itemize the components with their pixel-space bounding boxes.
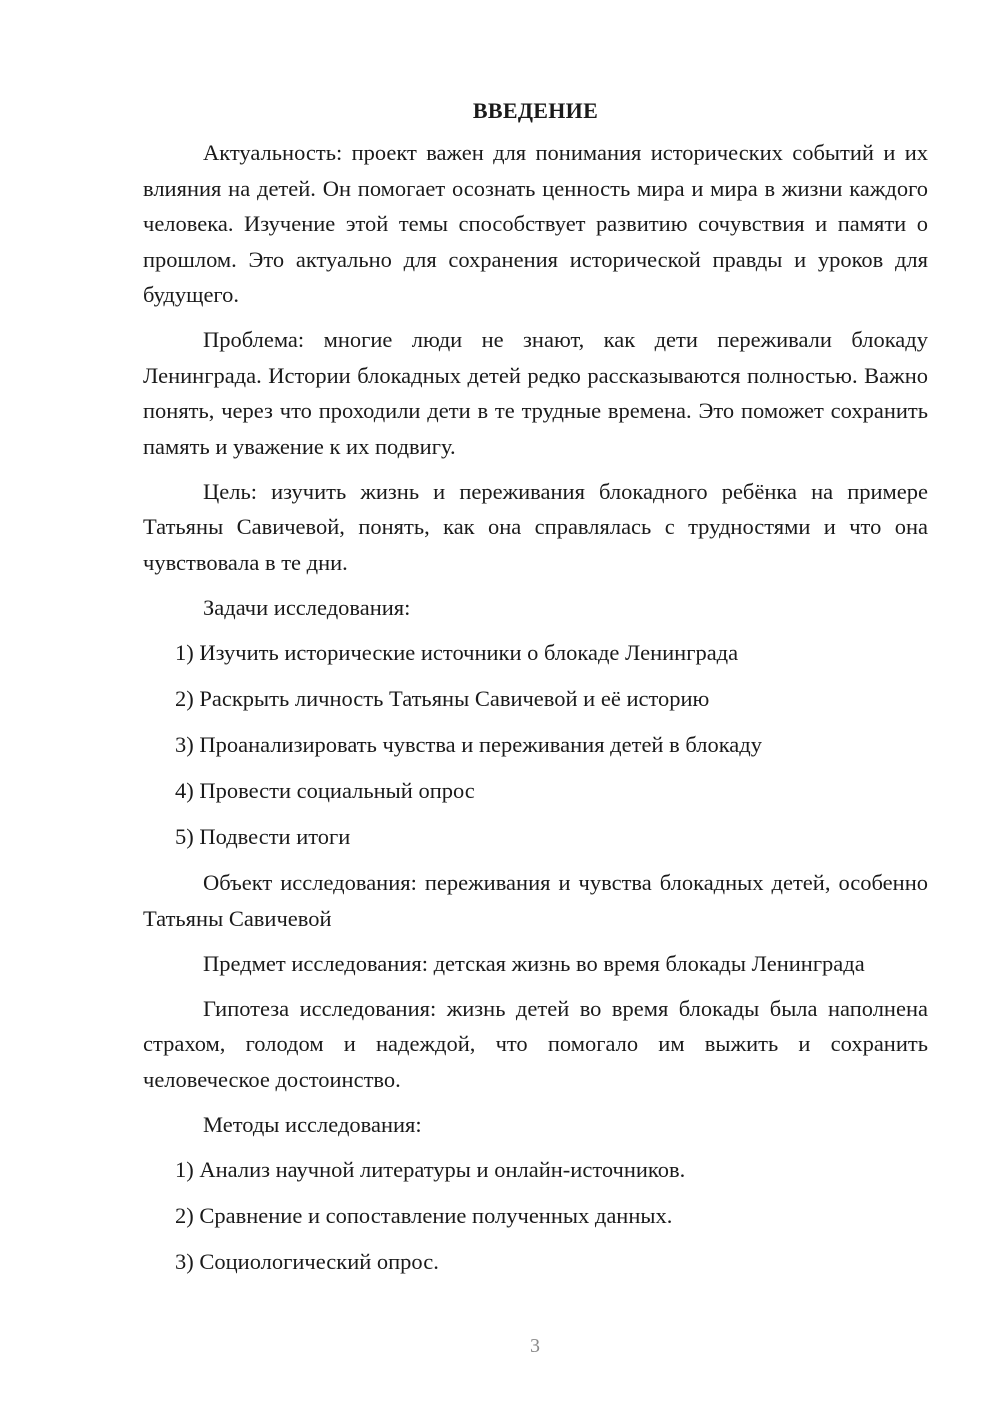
object-paragraph: Объект исследования: переживания и чувства блокадных детей, особенно Татьяны Савичевой bbox=[143, 870, 928, 931]
list-item: 1) Анализ научной литературы и онлайн-источников. bbox=[175, 1157, 686, 1182]
list-item: 4) Провести социальный опрос bbox=[175, 778, 475, 803]
list-item: 5) Подвести итоги bbox=[175, 824, 351, 849]
document-page bbox=[143, 96, 928, 1290]
tasks-heading: Задачи исследования: bbox=[203, 594, 411, 620]
relevance-paragraph: Актуальность: проект важен для понимания исторических событий и их влияния на детей. Он помогает осознать ценность мира и мира в жизни каждого человека. Изучение этой темы способствует развитию сочувствия и памяти о прошлом. Это актуально для сохранения исторической правды и уроков для будущего. bbox=[143, 140, 928, 307]
page-title: ВВЕДЕНИЕ bbox=[472, 98, 599, 123]
list-item: 3) Социологический опрос. bbox=[175, 1249, 439, 1274]
list-item: 2) Сравнение и сопоставление полученных данных. bbox=[175, 1203, 673, 1228]
goal-paragraph: Цель: изучить жизнь и переживания блокадного ребёнка на примере Татьяны Савичевой, понять, как она справлялась с трудностями и что она чувствовала в те дни. bbox=[143, 478, 928, 575]
list-item: 1) Изучить исторические источники о блокаде Ленинграда bbox=[175, 640, 739, 665]
problem-paragraph: Проблема: многие люди не знают, как дети переживали блокаду Ленинграда. Истории блокадных детей редко рассказываются полностью. Важно понять, через что проходили дети в те трудные времена. Это поможет сохранить память и уважение к их подвигу. bbox=[143, 327, 928, 459]
methods-heading: Методы исследования: bbox=[203, 1111, 422, 1137]
methods-list bbox=[143, 1152, 928, 1280]
tasks-list bbox=[143, 635, 928, 855]
subject-paragraph: Предмет исследования: детская жизнь во время блокады Ленинграда bbox=[203, 950, 865, 976]
list-item: 2) Раскрыть личность Татьяны Савичевой и её историю bbox=[175, 686, 710, 711]
list-item: 3) Проанализировать чувства и переживания детей в блокаду bbox=[175, 732, 762, 757]
hypothesis-paragraph: Гипотеза исследования: жизнь детей во время блокады была наполнена страхом, голодом и надеждой, что помогало им выжить и сохранить человеческое достоинство. bbox=[143, 995, 928, 1092]
page-number: 3 bbox=[530, 1335, 540, 1357]
